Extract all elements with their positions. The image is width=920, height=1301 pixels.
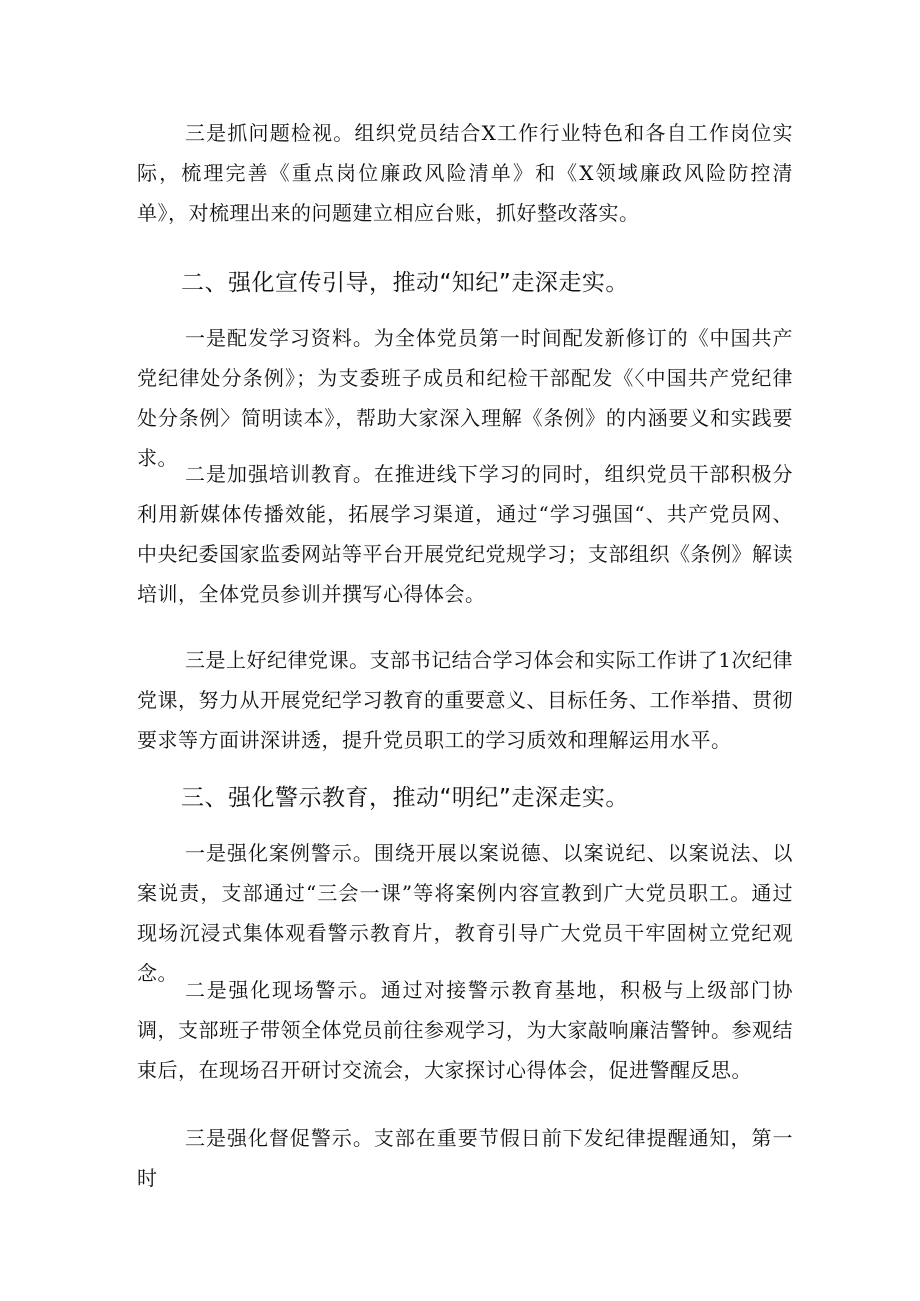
paragraph-problem-review: 三是抓问题检视。组织党员结合X工作行业特色和各自工作岗位实际，梳理完善《重点岗位廉政风险清单》和《X领域廉政风险防控清单》，对梳理出来的问题建立相应台账，抓好整改落实。 [137, 121, 793, 225]
paragraph-study-materials: 一是配发学习资料。为全体党员第一时间配发新修订的《中国共产党纪律处分条例》；为支委班子成员和纪检干部配发《〈中国共产党纪律处分条例〉简明读本》，帮助大家深入理解《条例》的内涵要义和实践要求。 [137, 326, 793, 470]
paragraph-site-warning: 二是强化现场警示。通过对接警示教育基地，积极与上级部门协调，支部班子带领全体党员前往参观学习，为大家敲响廉洁警钟。参观结束后，在现场召开研讨交流会，大家探讨心得体会，促进警醒反思。 [137, 978, 793, 1082]
paragraph-case-warning: 一是强化案例警示。围绕开展以案说德、以案说纪、以案说法、以案说责，支部通过“三会一课”等将案例内容宣教到广大党员职工。通过现场沉浸式集体观看警示教育片，教育引导广大党员干牢固树立党纪观念。 [137, 841, 793, 985]
paragraph-discipline-lesson: 三是上好纪律党课。支部书记结合学习体会和实际工作讲了1次纪律党课，努力从开展党纪学习教育的重要意义、目标任务、工作举措、贯彻要求等方面讲深讲透，提升党员职工的学习质效和理解运用水平。 [137, 648, 793, 752]
section-heading-warning: 三、强化警示教育，推动“明纪”走深走实。 [181, 785, 629, 811]
section-heading-publicity: 二、强化宣传引导，推动“知纪”走深走实。 [181, 270, 629, 296]
paragraph-supervision-warning: 三是强化督促警示。支部在重要节假日前下发纪律提醒通知，第一时 [137, 1126, 793, 1190]
paragraph-training: 二是加强培训教育。在推进线下学习的同时，组织党员干部积极分利用新媒体传播效能，拓展学习渠道，通过“学习强国“、共产党员网、中央纪委国家监委网站等平台开展党纪党规学习；支部组织《条例》解读培训，全体党员参训并撰写心得体会。 [137, 462, 793, 606]
